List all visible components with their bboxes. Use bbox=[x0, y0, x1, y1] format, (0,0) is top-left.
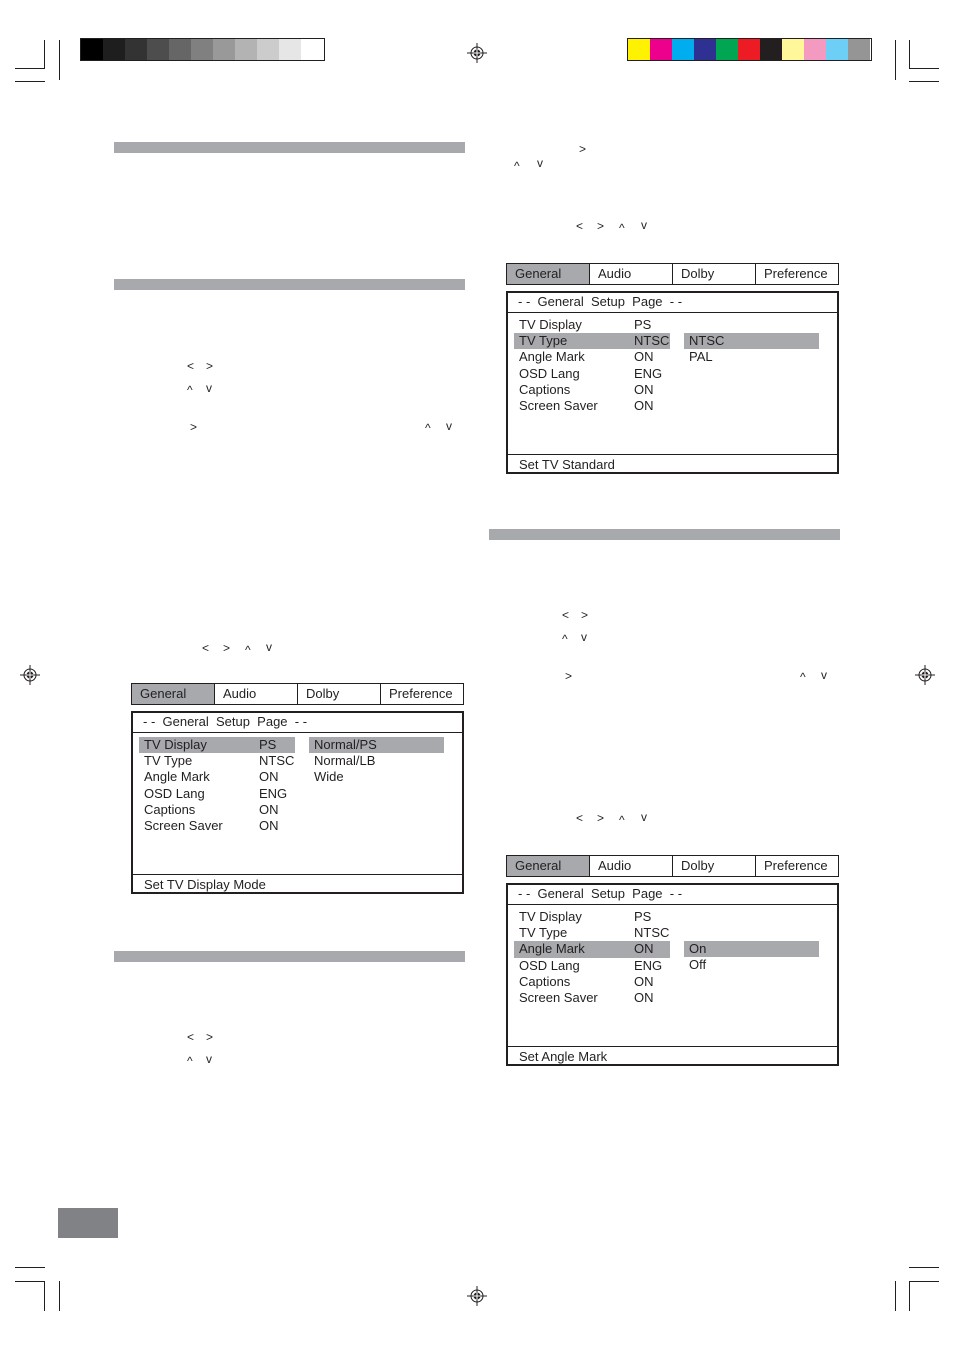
tab-audio[interactable]: Audio bbox=[589, 856, 672, 876]
down-arrow-icon: v bbox=[641, 218, 647, 232]
down-arrow-icon: v bbox=[206, 1052, 212, 1066]
crop-mark bbox=[15, 1267, 45, 1268]
tab-audio[interactable]: Audio bbox=[589, 264, 672, 284]
right-arrow-icon: > bbox=[581, 608, 589, 622]
color-swatch bbox=[169, 39, 191, 60]
section-header-bar bbox=[489, 529, 840, 540]
color-swatch bbox=[81, 39, 103, 60]
setting-value: PS bbox=[634, 909, 652, 924]
option-pal[interactable]: PAL bbox=[689, 349, 713, 365]
up-arrow-icon: ^ bbox=[187, 1054, 193, 1068]
setting-label: OSD Lang bbox=[519, 365, 580, 381]
crop-mark bbox=[895, 1281, 896, 1311]
setting-value: ON bbox=[634, 941, 654, 957]
page-number-box bbox=[58, 1208, 118, 1238]
color-swatch bbox=[804, 39, 826, 60]
right-arrow-icon: > bbox=[565, 669, 573, 683]
crop-mark bbox=[15, 1281, 45, 1282]
crop-mark bbox=[44, 1281, 45, 1311]
color-swatch bbox=[103, 39, 125, 60]
setting-label: TV Display bbox=[144, 737, 207, 752]
menu-panel bbox=[506, 883, 839, 1066]
registration-mark-icon bbox=[915, 665, 935, 685]
setting-value: ENG bbox=[259, 785, 288, 801]
down-arrow-icon: v bbox=[206, 381, 212, 395]
status-text: Set Angle Mark bbox=[519, 1049, 608, 1064]
crop-mark bbox=[909, 81, 939, 82]
left-arrow-icon: < bbox=[562, 608, 570, 622]
left-arrow-icon: < bbox=[576, 219, 584, 233]
down-arrow-icon: v bbox=[446, 419, 452, 433]
tab-dolby[interactable]: Dolby bbox=[672, 856, 755, 876]
color-swatch bbox=[650, 39, 672, 60]
setting-label: TV Display bbox=[519, 317, 582, 332]
crop-mark bbox=[909, 1281, 939, 1282]
panel-title: - - General Setup Page - - bbox=[518, 294, 683, 309]
crop-mark bbox=[909, 68, 939, 69]
up-arrow-icon: ^ bbox=[619, 221, 625, 235]
crop-mark bbox=[895, 40, 896, 80]
registration-mark-icon bbox=[467, 1286, 487, 1306]
setting-row-angle-mark[interactable] bbox=[139, 769, 295, 785]
menu-panel bbox=[506, 291, 839, 474]
color-swatch bbox=[826, 39, 848, 60]
crop-mark bbox=[15, 68, 45, 69]
setting-label: OSD Lang bbox=[519, 957, 580, 973]
setting-row-angle-mark[interactable] bbox=[514, 941, 670, 957]
option-off[interactable]: Off bbox=[689, 957, 707, 973]
divider bbox=[508, 904, 837, 905]
option-list bbox=[684, 941, 819, 973]
setting-label: TV Type bbox=[144, 753, 193, 769]
down-arrow-icon: v bbox=[641, 810, 647, 824]
setting-row-angle-mark[interactable] bbox=[514, 349, 670, 365]
right-arrow-icon: > bbox=[597, 219, 605, 233]
crop-mark bbox=[59, 1281, 60, 1311]
setting-value: ON bbox=[634, 989, 654, 1005]
setting-value: PS bbox=[634, 317, 652, 332]
option-ntsc[interactable]: NTSC bbox=[684, 333, 819, 349]
tab-general[interactable]: General bbox=[507, 856, 589, 876]
setting-value: ON bbox=[634, 349, 654, 365]
setting-list bbox=[514, 317, 670, 414]
setting-value: ON bbox=[634, 381, 654, 397]
tab-dolby[interactable]: Dolby bbox=[297, 684, 380, 704]
up-arrow-icon: ^ bbox=[562, 632, 568, 646]
section-header-bar bbox=[114, 142, 465, 153]
divider bbox=[133, 732, 462, 733]
color-swatch bbox=[738, 39, 760, 60]
setting-value: ENG bbox=[634, 365, 663, 381]
setting-value: ON bbox=[259, 801, 279, 817]
color-swatch bbox=[301, 39, 323, 60]
tab-audio[interactable]: Audio bbox=[214, 684, 297, 704]
setting-value: ON bbox=[259, 769, 279, 785]
right-arrow-icon: > bbox=[223, 641, 231, 655]
tab-dolby[interactable]: Dolby bbox=[672, 264, 755, 284]
setting-row-captions[interactable] bbox=[514, 974, 670, 990]
setting-label: TV Type bbox=[519, 925, 568, 941]
setting-label: Angle Mark bbox=[144, 769, 210, 785]
up-arrow-icon: ^ bbox=[619, 813, 625, 827]
section-header-bar bbox=[114, 951, 465, 962]
tab-preference[interactable]: Preference bbox=[755, 856, 838, 876]
setting-row-captions[interactable] bbox=[139, 802, 295, 818]
setting-value: PS bbox=[259, 737, 277, 752]
color-swatch bbox=[694, 39, 716, 60]
status-text: Set TV Standard bbox=[519, 457, 615, 472]
option-normal-lb[interactable]: Normal/LB bbox=[314, 753, 376, 769]
crop-mark bbox=[909, 1281, 910, 1311]
setting-label: TV Display bbox=[519, 909, 582, 924]
registration-mark-icon bbox=[467, 43, 487, 63]
setting-value: NTSC bbox=[634, 333, 670, 349]
setting-label: Captions bbox=[519, 381, 571, 397]
setting-value: ON bbox=[259, 817, 279, 833]
setting-label: Angle Mark bbox=[519, 941, 585, 957]
color-swatch bbox=[257, 39, 279, 60]
setting-label: Angle Mark bbox=[519, 349, 585, 365]
crop-mark bbox=[909, 1267, 939, 1268]
option-on[interactable]: On bbox=[684, 941, 819, 957]
right-arrow-icon: > bbox=[597, 811, 605, 825]
setting-row-tv-display[interactable] bbox=[514, 317, 670, 333]
up-arrow-icon: ^ bbox=[425, 421, 431, 435]
color-swatch bbox=[716, 39, 738, 60]
option-wide[interactable]: Wide bbox=[314, 769, 344, 785]
divider bbox=[508, 454, 837, 455]
divider bbox=[508, 1046, 837, 1047]
color-swatch bbox=[628, 39, 650, 60]
tab-preference[interactable]: Preference bbox=[755, 264, 838, 284]
setting-value: NTSC bbox=[634, 925, 670, 941]
setting-label: Screen Saver bbox=[144, 817, 223, 833]
crop-mark bbox=[15, 81, 45, 82]
setting-label: Captions bbox=[144, 801, 196, 817]
panel-title: - - General Setup Page - - bbox=[143, 714, 308, 729]
option-normal-ps[interactable]: Normal/PS bbox=[309, 737, 444, 753]
right-arrow-icon: > bbox=[206, 359, 214, 373]
grayscale-calibration-strip bbox=[80, 38, 325, 61]
menu-panel bbox=[131, 711, 464, 894]
setting-value: ON bbox=[634, 397, 654, 413]
crop-mark bbox=[909, 40, 910, 68]
panel-title: - - General Setup Page - - bbox=[518, 886, 683, 901]
option-list bbox=[684, 333, 819, 365]
setting-row-tv-type[interactable] bbox=[139, 753, 295, 769]
status-text: Set TV Display Mode bbox=[144, 877, 266, 892]
color-swatch bbox=[760, 39, 782, 60]
left-arrow-icon: < bbox=[576, 811, 584, 825]
setting-row-screen-saver[interactable] bbox=[139, 818, 295, 834]
right-arrow-icon: > bbox=[206, 1030, 214, 1044]
setting-row-captions[interactable] bbox=[514, 382, 670, 398]
setting-value: ENG bbox=[634, 957, 663, 973]
setting-label: TV Type bbox=[519, 333, 568, 349]
setting-value: NTSC bbox=[259, 753, 295, 769]
setting-list bbox=[139, 737, 295, 834]
setting-label: OSD Lang bbox=[144, 785, 205, 801]
menu-tab-bar bbox=[506, 855, 839, 877]
left-arrow-icon: < bbox=[202, 641, 210, 655]
section-header-bar bbox=[114, 279, 465, 290]
crop-mark bbox=[59, 40, 60, 80]
color-swatch bbox=[235, 39, 257, 60]
setting-row-tv-display[interactable] bbox=[139, 737, 295, 753]
menu-tab-bar bbox=[131, 683, 464, 705]
color-calibration-strip bbox=[627, 38, 872, 61]
right-arrow-icon: > bbox=[190, 420, 198, 434]
option-list bbox=[309, 737, 444, 786]
color-swatch bbox=[279, 39, 301, 60]
color-swatch bbox=[191, 39, 213, 60]
setting-row-osd-lang[interactable] bbox=[514, 958, 670, 974]
color-swatch bbox=[672, 39, 694, 60]
setting-row-tv-display[interactable] bbox=[514, 909, 670, 925]
divider bbox=[133, 874, 462, 875]
setting-label: Screen Saver bbox=[519, 397, 598, 413]
setting-list bbox=[514, 909, 670, 1006]
up-arrow-icon: ^ bbox=[245, 643, 251, 657]
left-arrow-icon: < bbox=[187, 1030, 195, 1044]
setting-label: Captions bbox=[519, 973, 571, 989]
setting-row-tv-type[interactable] bbox=[514, 925, 670, 941]
up-arrow-icon: ^ bbox=[800, 670, 806, 684]
down-arrow-icon: v bbox=[581, 630, 587, 644]
setting-row-screen-saver[interactable] bbox=[514, 990, 670, 1006]
tab-general[interactable]: General bbox=[132, 684, 214, 704]
setting-row-osd-lang[interactable] bbox=[139, 786, 295, 802]
crop-mark bbox=[44, 40, 45, 68]
up-arrow-icon: ^ bbox=[514, 159, 520, 173]
color-swatch bbox=[125, 39, 147, 60]
setting-value: ON bbox=[634, 973, 654, 989]
left-arrow-icon: < bbox=[187, 359, 195, 373]
setting-label: Screen Saver bbox=[519, 989, 598, 1005]
setting-row-screen-saver[interactable] bbox=[514, 398, 670, 414]
right-arrow-icon: > bbox=[579, 142, 587, 156]
tab-general[interactable]: General bbox=[507, 264, 589, 284]
color-swatch bbox=[782, 39, 804, 60]
color-swatch bbox=[213, 39, 235, 60]
registration-mark-icon bbox=[20, 665, 40, 685]
color-swatch bbox=[848, 39, 870, 60]
divider bbox=[508, 312, 837, 313]
down-arrow-icon: v bbox=[266, 640, 272, 654]
down-arrow-icon: v bbox=[821, 668, 827, 682]
tab-preference[interactable]: Preference bbox=[380, 684, 463, 704]
color-swatch bbox=[147, 39, 169, 60]
setting-row-osd-lang[interactable] bbox=[514, 366, 670, 382]
setting-row-tv-type[interactable] bbox=[514, 333, 670, 349]
down-arrow-icon: v bbox=[537, 156, 543, 170]
menu-tab-bar bbox=[506, 263, 839, 285]
up-arrow-icon: ^ bbox=[187, 383, 193, 397]
